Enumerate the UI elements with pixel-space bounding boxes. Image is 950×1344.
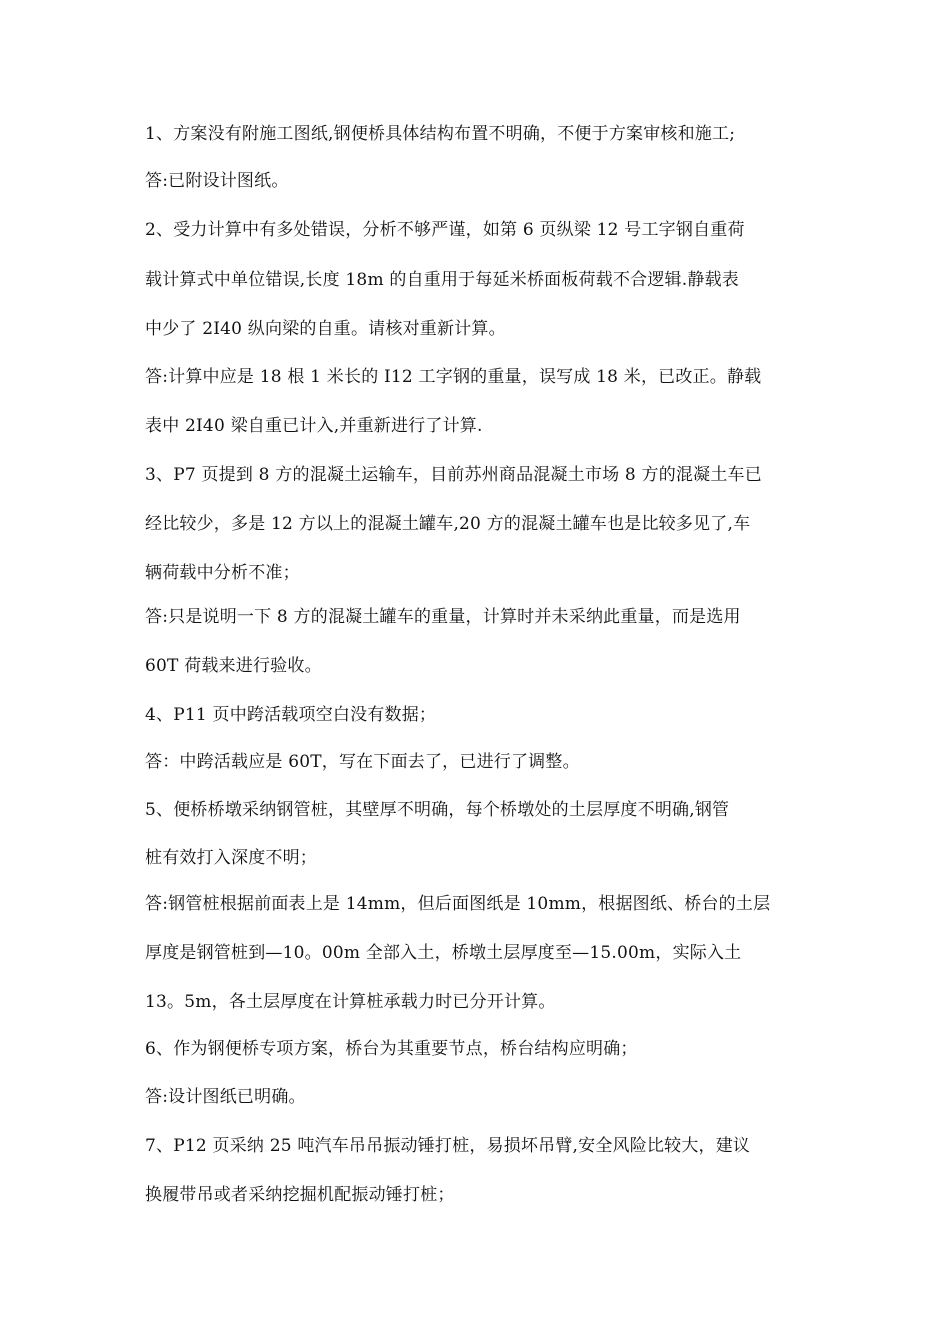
text-line: 换履带吊或者采纳挖掘机配振动锤打桩； <box>145 1185 455 1205</box>
text-line: 辆荷载中分析不准； <box>145 563 300 583</box>
text-line: 5、便桥桥墩采纳钢管桩，其壁厚不明确，每个桥墩处的土层厚度不明确,钢管 <box>145 800 730 820</box>
text-line: 表中 2I40 梁自重已计入,并重新进行了计算. <box>145 416 483 436</box>
text-line: 13。5m，各土层厚度在计算桩承载力时已分开计算。 <box>145 992 556 1012</box>
text-line: 4、P11 页中跨活载项空白没有数据； <box>145 705 437 725</box>
text-line: 答:已附设计图纸。 <box>145 171 289 191</box>
text-line: 中少了 2I40 纵向梁的自重。请核对重新计算。 <box>145 319 506 339</box>
text-line: 答:钢管桩根据前面表上是 14mm，但后面图纸是 10mm，根据图纸、桥台的土层 <box>145 894 771 914</box>
text-line: 厚度是钢管桩到—10。00m 全部入土，桥墩土层厚度至—15.00m，实际入土 <box>145 943 742 963</box>
text-line: 答:设计图纸已明确。 <box>145 1087 306 1107</box>
text-line: 6、作为钢便桥专项方案，桥台为其重要节点，桥台结构应明确； <box>145 1039 638 1059</box>
text-line: 载计算式中单位错误,长度 18m 的自重用于每延米桥面板荷载不合逻辑.静载表 <box>145 270 739 290</box>
text-line: 2、受力计算中有多处错误，分析不够严谨，如第 6 页纵梁 12 号工字钢自重荷 <box>145 220 745 240</box>
text-line: 答:计算中应是 18 根 1 米长的 I12 工字钢的重量，误写成 18 米，已改正。静载 <box>145 367 762 387</box>
text-line: 3、P7 页提到 8 方的混凝土运输车，目前苏州商品混凝土市场 8 方的混凝土车已 <box>145 465 762 485</box>
text-line: 桩有效打入深度不明； <box>145 848 317 868</box>
text-line: 7、P12 页采纳 25 吨汽车吊吊振动锤打桩，易损坏吊臂,安全风险比较大，建议 <box>145 1136 751 1156</box>
text-line: 答:只是说明一下 8 方的混凝土罐车的重量，计算时并未采纳此重量，而是选用 <box>145 607 741 627</box>
text-line: 1、方案没有附施工图纸,钢便桥具体结构布置不明确，不便于方案审核和施工; <box>145 124 736 144</box>
text-line: 答：中跨活载应是 60T，写在下面去了，已进行了调整。 <box>145 752 580 772</box>
text-line: 经比较少，多是 12 方以上的混凝土罐车,20 方的混凝土罐车也是比较多见了,车 <box>145 514 751 534</box>
text-line: 60T 荷载来进行验收。 <box>145 656 322 676</box>
